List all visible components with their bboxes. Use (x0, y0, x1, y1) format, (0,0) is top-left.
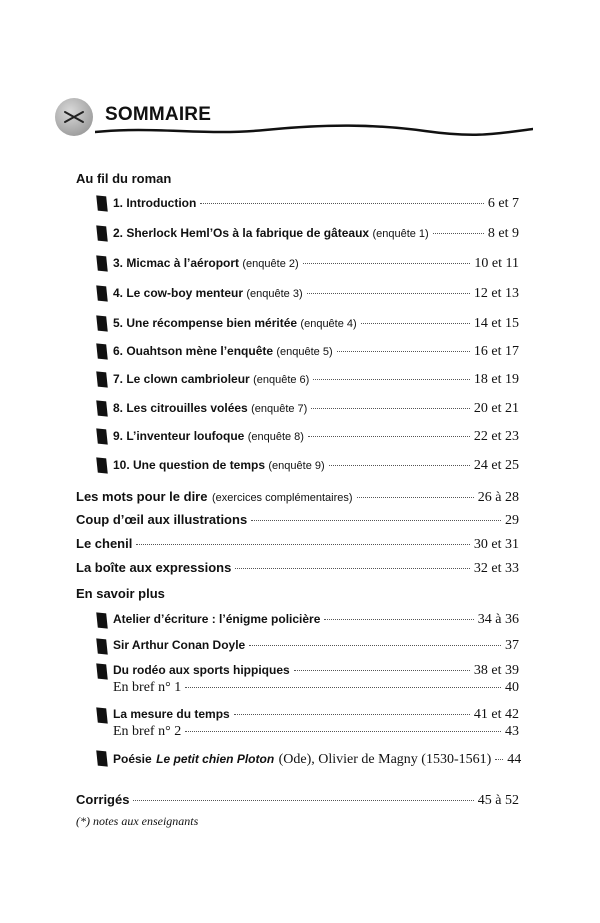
toc-entry[interactable]: Coup d’œil aux illustrations 29 (76, 512, 519, 528)
toc-entry[interactable]: Du rodéo aux sports hippiques 38 et 39 (113, 663, 519, 678)
toc-entry[interactable]: Le chenil 30 et 31 (76, 536, 519, 552)
flag-marker-icon (96, 612, 108, 628)
flag-marker-icon (96, 638, 108, 654)
footnote: (*) notes aux enseignants (76, 814, 199, 828)
flag-marker-icon (96, 225, 108, 241)
flag-marker-icon (96, 457, 108, 473)
toc-entry[interactable]: La mesure du temps 41 et 42 (113, 707, 519, 722)
toc-entry[interactable]: Corrigés 45 à 52 (76, 792, 519, 808)
toc-entry[interactable]: En bref n° 2 43 (113, 724, 519, 739)
flag-marker-icon (96, 707, 108, 723)
crossed-bones-logo-icon (55, 98, 93, 136)
toc-entry[interactable]: Poésie Le petit chien Ploton (Ode), Olivier de Magny (1530-1561) 44 (113, 752, 522, 767)
toc-entry[interactable]: 1. Introduction 6 et 7 (113, 196, 519, 211)
toc-entry[interactable]: 9. L’inventeur loufoque (enquête 8) 22 et 23 (113, 429, 519, 444)
flag-marker-icon (96, 343, 108, 359)
toc-entry[interactable]: 2. Sherlock Heml’Os à la fabrique de gâteaux (enquête 1) 8 et 9 (113, 226, 519, 241)
flag-marker-icon (96, 371, 108, 387)
flag-marker-icon (96, 750, 108, 766)
header (55, 98, 530, 146)
wavy-rule (95, 122, 533, 138)
flag-marker-icon (96, 315, 108, 331)
toc-entry[interactable]: 4. Le cow-boy menteur (enquête 3) 12 et 13 (113, 286, 519, 301)
flag-marker-icon (96, 255, 108, 271)
toc-entry[interactable]: 8. Les citrouilles volées (enquête 7) 20 et 21 (113, 401, 519, 416)
flag-marker-icon (96, 195, 108, 211)
toc-entry[interactable]: Atelier d’écriture : l’énigme policière 34 à 36 (113, 612, 519, 627)
toc-entry[interactable]: 3. Micmac à l’aéroport (enquête 2) 10 et 11 (113, 256, 519, 271)
toc-entry[interactable]: 5. Une récompense bien méritée (enquête 4) 14 et 15 (113, 316, 519, 331)
toc-entry[interactable]: Sir Arthur Conan Doyle 37 (113, 638, 519, 653)
toc-entry[interactable]: La boîte aux expressions 32 et 33 (76, 560, 519, 576)
toc-entry[interactable]: 6. Ouahtson mène l’enquête (enquête 5) 16 et 17 (113, 344, 519, 359)
flag-marker-icon (96, 428, 108, 444)
page-title: SOMMAIRE (105, 104, 212, 125)
toc-entry[interactable]: Les mots pour le dire (exercices complémentaires) 26 à 28 (76, 489, 519, 505)
section-heading-au-fil-du-roman: Au fil du roman (76, 171, 172, 186)
toc-entry[interactable]: En bref n° 1 40 (113, 680, 519, 695)
flag-marker-icon (96, 400, 108, 416)
toc-entry[interactable]: 7. Le clown cambrioleur (enquête 6) 18 et 19 (113, 372, 519, 387)
toc-entry[interactable]: 10. Une question de temps (enquête 9) 24 et 25 (113, 458, 519, 473)
section-heading-en-savoir-plus: En savoir plus (76, 586, 165, 601)
flag-marker-icon (96, 663, 108, 679)
flag-marker-icon (96, 285, 108, 301)
